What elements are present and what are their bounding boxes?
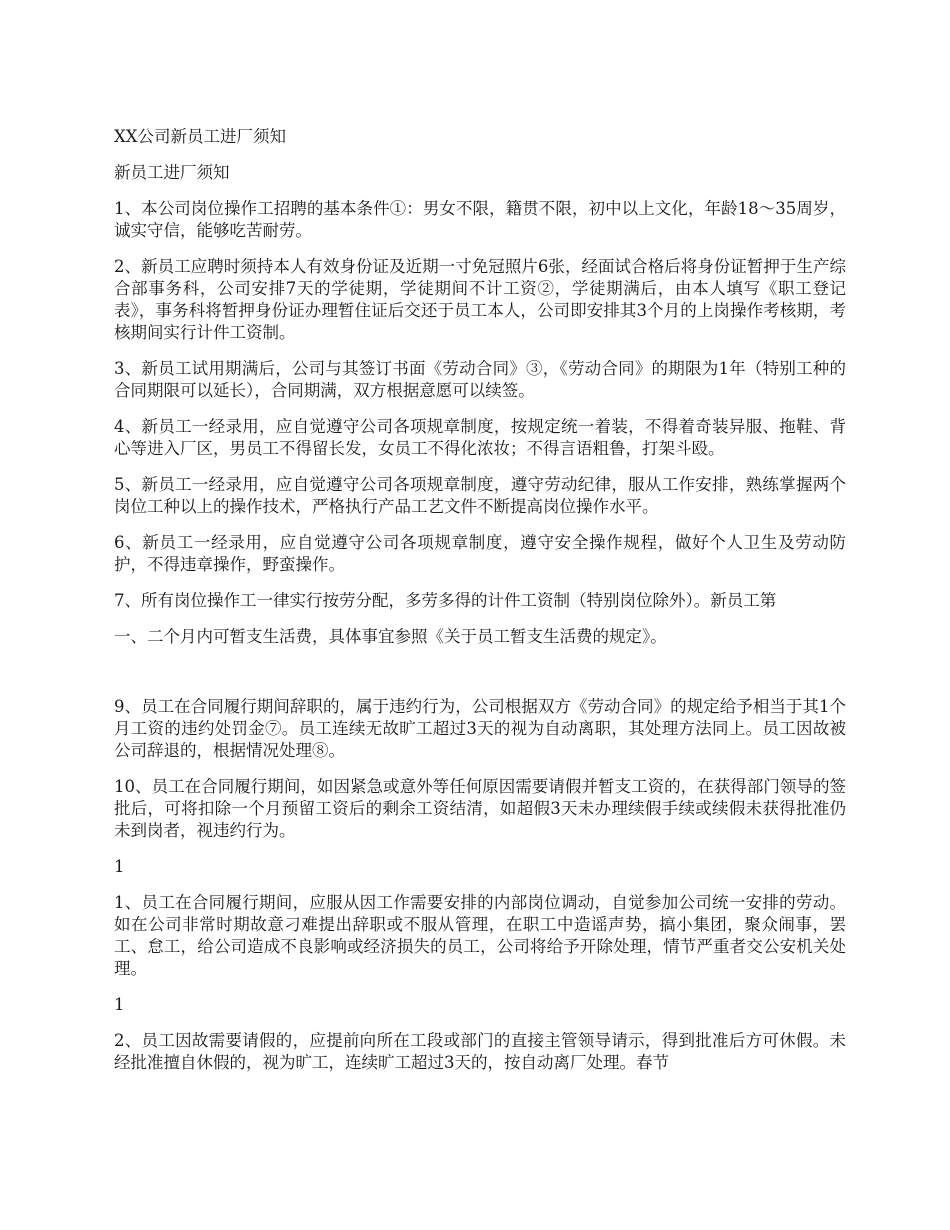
paragraph-10: 10、员工在合同履行期间，如因紧急或意外等任何原因需要请假并暂支工资的，在获得部门领导的签批后，可将扣除一个月预留工资后的剩余工资结清，如超假3天未办理续假手续或续假未获得批准仍未到岗者，视违约行为。 <box>114 777 846 840</box>
document-title: XX公司新员工进厂须知 <box>114 127 286 146</box>
paragraph-4: 4、新员工一经录用，应自觉遵守公司各项规章制度，按规定统一着装，不得着奇装异服、拖鞋、背心等进入厂区，男员工不得留长发，女员工不得化浓妆；不得言语粗鲁，打架斗殴。 <box>114 417 846 458</box>
paragraph-2: 2、新员工应聘时须持本人有效身份证及近期一寸免冠照片6张，经面试合格后将身份证暂押于生产综合部事务科，公司安排7天的学徒期，学徒期间不计工资②，学徒期满后，由本人填写《职工登记表》，事务科将暂押身份证办理暂住证后交还于员工本人，公司即安排其3个月的上岗操作考核期，考核期间实行计件工资制。 <box>114 257 846 342</box>
paragraph-6: 6、新员工一经录用，应自觉遵守公司各项规章制度，遵守安全操作规程，做好个人卫生及劳动防护，不得违章操作，野蛮操作。 <box>114 533 846 574</box>
paragraph-7: 7、所有岗位操作工一律实行按劳分配，多劳多得的计件工资制（特别岗位除外）。新员工第 <box>114 591 777 610</box>
document-body <box>114 126 846 1088</box>
paragraph-7-continued: 一、二个月内可暂支生活费，具体事宜参照《关于员工暂支生活费的规定》。 <box>114 627 667 646</box>
paragraph-1: 1、本公司岗位操作工招聘的基本条件①：男女不限，籍贯不限，初中以上文化，年龄18～35周岁，诚实守信，能够吃苦耐劳。 <box>114 199 846 240</box>
blank-gap <box>114 662 846 696</box>
paragraph-3: 3、新员工试用期满后，公司与其签订书面《劳动合同》③，《劳动合同》的期限为1年（特别工种的合同期限可以延长），合同期满，双方根据意愿可以续签。 <box>114 359 846 400</box>
page-marker: 1 <box>114 857 125 876</box>
page-marker: 1 <box>114 995 125 1014</box>
paragraph-5: 5、新员工一经录用，应自觉遵守公司各项规章制度，遵守劳动纪律，服从工作安排，熟练掌握两个岗位工种以上的操作技术，严格执行产品工艺文件不断提高岗位操作水平。 <box>114 475 846 516</box>
paragraph-12: 2、员工因故需要请假的，应提前向所在工段或部门的直接主管领导请示，得到批准后方可休假。未经批准擅自休假的，视为旷工，连续旷工超过3天的，按自动离厂处理。春节 <box>114 1031 846 1072</box>
paragraph-11: 1、员工在合同履行期间，应服从因工作需要安排的内部岗位调动，自觉参加公司统一安排的劳动。如在公司非常时期故意刁难提出辞职或不服从管理，在职工中造谣声势，搞小集团，聚众闹事，罢工、怠工，给公司造成不良影响或经济损失的员工，公司将给予开除处理，情节严重者交公安机关处理。 <box>114 893 846 978</box>
document-subtitle: 新员工进厂须知 <box>114 163 230 182</box>
paragraph-9: 9、员工在合同履行期间辞职的，属于违约行为，公司根据双方《劳动合同》的规定给予相当于其1个月工资的违约处罚金⑦。员工连续无故旷工超过3天的视为自动离职，其处理方法同上。员工因故被公司辞退的，根据情况处理⑧。 <box>114 697 846 760</box>
